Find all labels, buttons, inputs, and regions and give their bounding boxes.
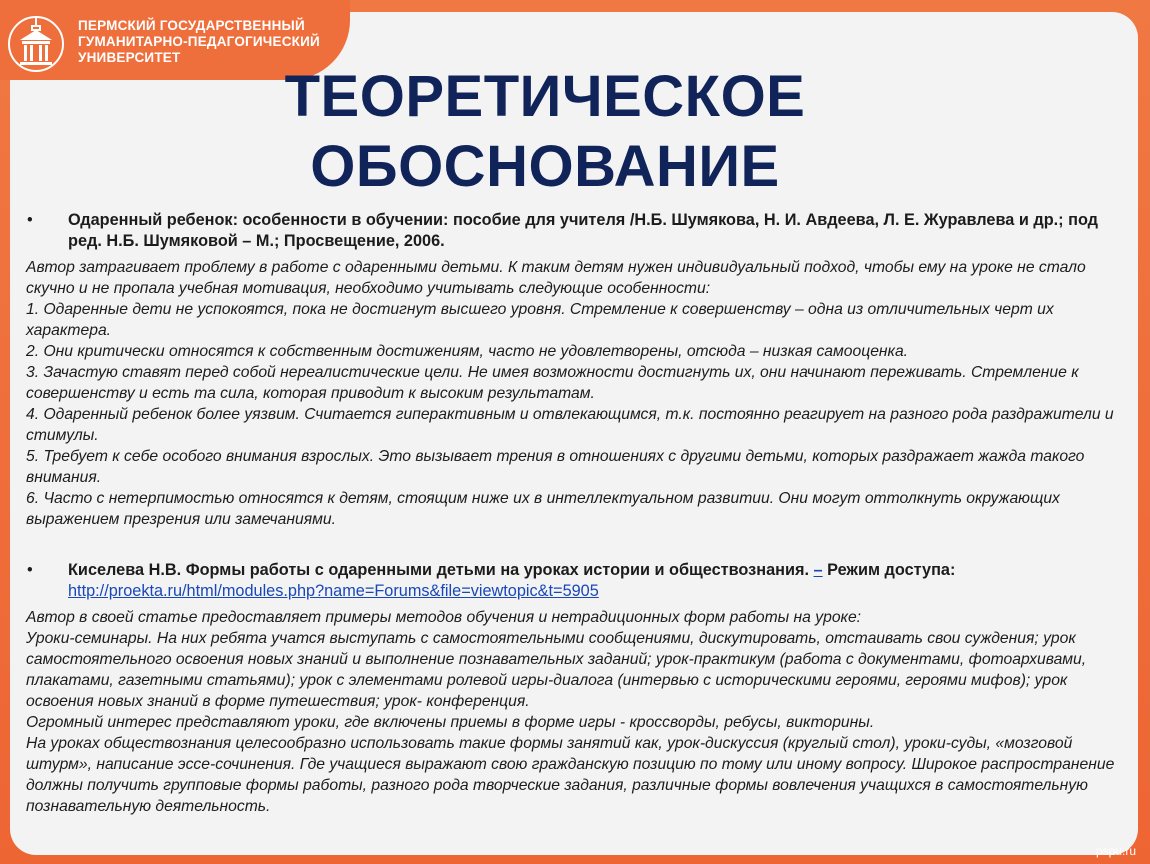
- description-line: 1. Одаренные дети не успокоятся, пока не достигнут высшего уровня. Стремление к совершенству – одна из отличительных черт их характера.: [26, 301, 1054, 339]
- description-line: Уроки-семинары. На них ребята учатся выступать с самостоятельными сообщениями, дискутировать, отстаивать свои суждения; урок самостоятельного освоения новых знаний и выполнение познавательных заданий; урок-практикум (работа с документами, фотоархивами, плакатами, газетными статьями); урок с элементами ролевой игры-диалога (интервью с историческими героями, героями мифов); урок освоения новых знаний в форме путешествия; урок- конференция.: [26, 630, 1087, 710]
- description-line: 3. Зачастую ставят перед собой нереалистические цели. Не имея возможности достигнуть их, они начинают переживать. Стремление к совершенству и есть та сила, которая приводит к высоким результатам.: [26, 364, 1079, 402]
- reference-text: Киселева Н.В. Формы работы с одаренными детьми на уроках истории и обществознания.: [68, 561, 810, 579]
- university-name-line-3: УНИВЕРСИТЕТ: [78, 50, 181, 65]
- description-line: 6. Часто с нетерпимостью относятся к детям, стоящим ниже их в интеллектуальном развитии. Они могут оттолкнуть окружающих выражением презрения или замечаниями.: [26, 490, 1060, 528]
- page-title-line-2: ОБОСНОВАНИЕ: [310, 134, 780, 199]
- reference-access-label: Режим доступа:: [822, 561, 956, 579]
- description-line: Огромный интерес представляют уроки, где включены приемы в форме игры - кроссворды, ребусы, викторины.: [26, 714, 875, 731]
- reference-2-description: [26, 607, 1120, 817]
- description-line: 5. Требует к себе особого внимания взрослых. Это вызывает трения в отношениях с другими детьми, которых раздражает жажда такого внимания.: [26, 448, 1085, 486]
- description-line: 4. Одаренный ребенок более уязвим. Считается гиперактивным и отвлекающимся, т.к. постоянно реагирует на разного рода раздражители и стимулы.: [26, 406, 1114, 444]
- description-line: Автор в своей статье предоставляет примеры методов обучения и нетрадиционных форм работы на уроке:: [26, 609, 862, 626]
- description-line: 2. Они критически относятся к собственным достижениям, часто не удовлетворены, отсюда – низкая самооценка.: [26, 343, 909, 360]
- reference-text: Одаренный ребенок: особенности в обучении: пособие для учителя /Н.Б. Шумякова, Н. И. Авдеева, Л. Е. Журавлева и др.; под ред. Н.Б. Шумяковой – М.; Просвещение, 2006.: [68, 211, 1099, 250]
- main-content: [0, 210, 1150, 817]
- description-line: Автор затрагивает проблему в работе с одаренными детьми. К таким детям нужен индивидуальный подход, чтобы ему на уроке не стало скучно и не пропала учебная мотивация, необходимо учитывать следующие особенности:: [26, 259, 1086, 297]
- university-name-line-1: ПЕРМСКИЙ ГОСУДАРСТВЕННЫЙ: [78, 18, 305, 33]
- reference-dash: –: [813, 561, 823, 579]
- description-line: На уроках обществознания целесообразно использовать такие формы занятий как, урок-дискуссия (круглый стол), уроки-суды, «мозговой штурм», написание эссе-сочинения. Где учащиеся выражают свою гражданскую позицию по тому или иному вопросу. Широкое распространение должны получить групповые формы работы, разного рода творческие задания, различные формы вовлечения учащихся в самостоятельную познавательную деятельность.: [26, 735, 1115, 815]
- section-spacer: [0, 530, 1150, 560]
- reference-link[interactable]: http://proekta.ru/html/modules.php?name=Forums&file=viewtopic&t=5905: [68, 582, 599, 600]
- reference-1-description: [26, 257, 1120, 530]
- university-name: [78, 18, 348, 66]
- bullet-marker: •: [27, 211, 33, 229]
- reference-item-2: [0, 560, 1150, 602]
- university-name-line-2: ГУМАНИТАРНО-ПЕДАГОГИЧЕСКИЙ: [78, 34, 320, 49]
- bullet-marker: •: [27, 561, 33, 579]
- page-title-line-1: ТЕОРЕТИЧЕСКОЕ: [284, 64, 806, 129]
- reference-item-1: [0, 210, 1150, 252]
- footer-site: pspu.ru: [1095, 844, 1136, 858]
- page-title: [0, 62, 1090, 202]
